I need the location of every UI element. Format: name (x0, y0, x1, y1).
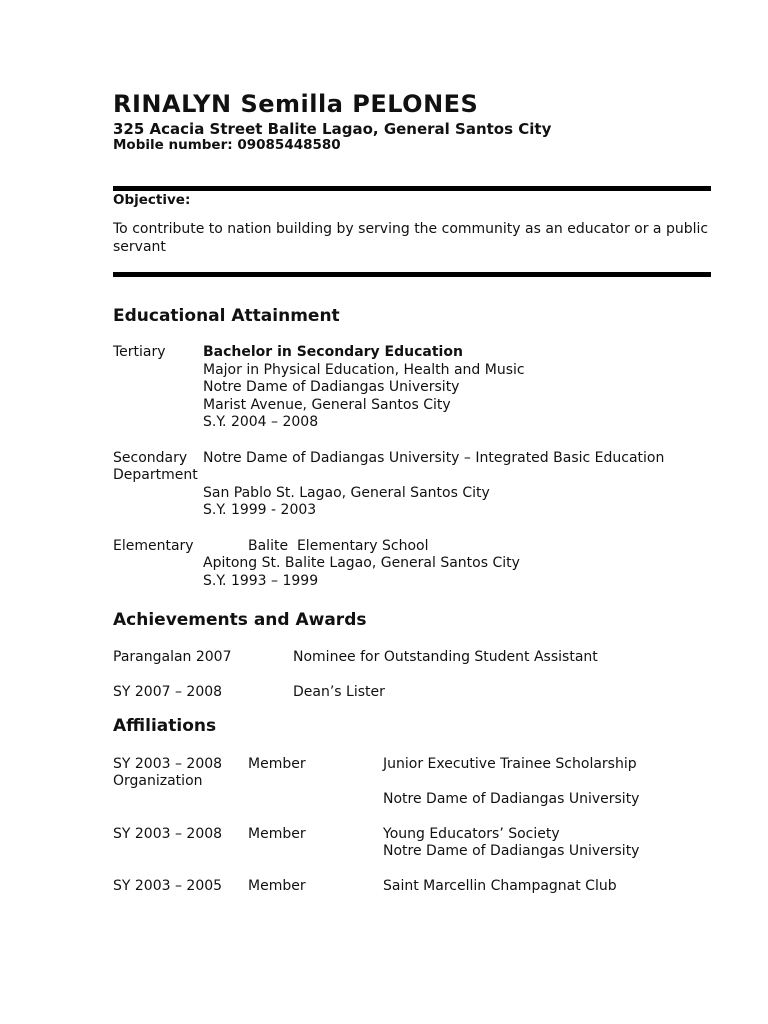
affiliation-school: Notre Dame of Dadiangas University (383, 843, 640, 859)
affiliation-org: Saint Marcellin Champagnat Club (383, 878, 617, 894)
affiliation-role: Member (248, 826, 306, 842)
tertiary-sy: S.Y. 2004 – 2008 (203, 414, 319, 430)
applicant-mobile: Mobile number: 09085448580 (113, 137, 341, 153)
elementary-sy: S.Y. 1993 – 1999 (203, 573, 319, 589)
achievement-award: Dean’s Lister (293, 684, 385, 700)
affiliation-role: Member (248, 756, 306, 772)
secondary-sy: S.Y. 1999 - 2003 (203, 502, 317, 518)
tertiary-degree: Bachelor in Secondary Education (203, 344, 463, 360)
secondary-school: Notre Dame of Dadiangas University – Integrated Basic Education (203, 450, 665, 466)
applicant-address: 325 Acacia Street Balite Lagao, General Santos City (113, 120, 552, 138)
elementary-school: Balite Elementary School (248, 538, 429, 554)
affiliation-period: SY 2003 – 2008 (113, 756, 223, 772)
affiliations-heading: Affiliations (113, 716, 217, 736)
secondary-school-cont: Department (113, 467, 198, 483)
divider-top (113, 186, 711, 191)
achievement-period: SY 2007 – 2008 (113, 684, 223, 700)
applicant-name: RINALYN Semilla PELONES (113, 90, 479, 118)
secondary-address: San Pablo St. Lagao, General Santos City (203, 485, 490, 501)
affiliation-period: SY 2003 – 2008 (113, 826, 223, 842)
education-heading: Educational Attainment (113, 306, 340, 326)
tertiary-address: Marist Avenue, General Santos City (203, 397, 451, 413)
achievement-period: Parangalan 2007 (113, 649, 232, 665)
affiliation-org-cont: Organization (113, 773, 203, 789)
tertiary-school: Notre Dame of Dadiangas University (203, 379, 460, 395)
achievement-award: Nominee for Outstanding Student Assistant (293, 649, 598, 665)
secondary-label: Secondary (113, 450, 188, 466)
elementary-address: Apitong St. Balite Lagao, General Santos City (203, 555, 520, 571)
elementary-label: Elementary (113, 538, 194, 554)
objective-heading: Objective: (113, 192, 191, 208)
divider-bottom (113, 272, 711, 277)
affiliation-role: Member (248, 878, 306, 894)
affiliation-org: Young Educators’ Society (383, 826, 560, 842)
achievements-heading: Achievements and Awards (113, 610, 367, 630)
tertiary-label: Tertiary (113, 344, 166, 360)
affiliation-period: SY 2003 – 2005 (113, 878, 223, 894)
tertiary-major: Major in Physical Education, Health and Music (203, 362, 525, 378)
affiliation-org: Junior Executive Trainee Scholarship (383, 756, 637, 772)
affiliation-school: Notre Dame of Dadiangas University (383, 791, 640, 807)
objective-text: To contribute to nation building by serving the community as an educator or a public servant (113, 221, 709, 255)
